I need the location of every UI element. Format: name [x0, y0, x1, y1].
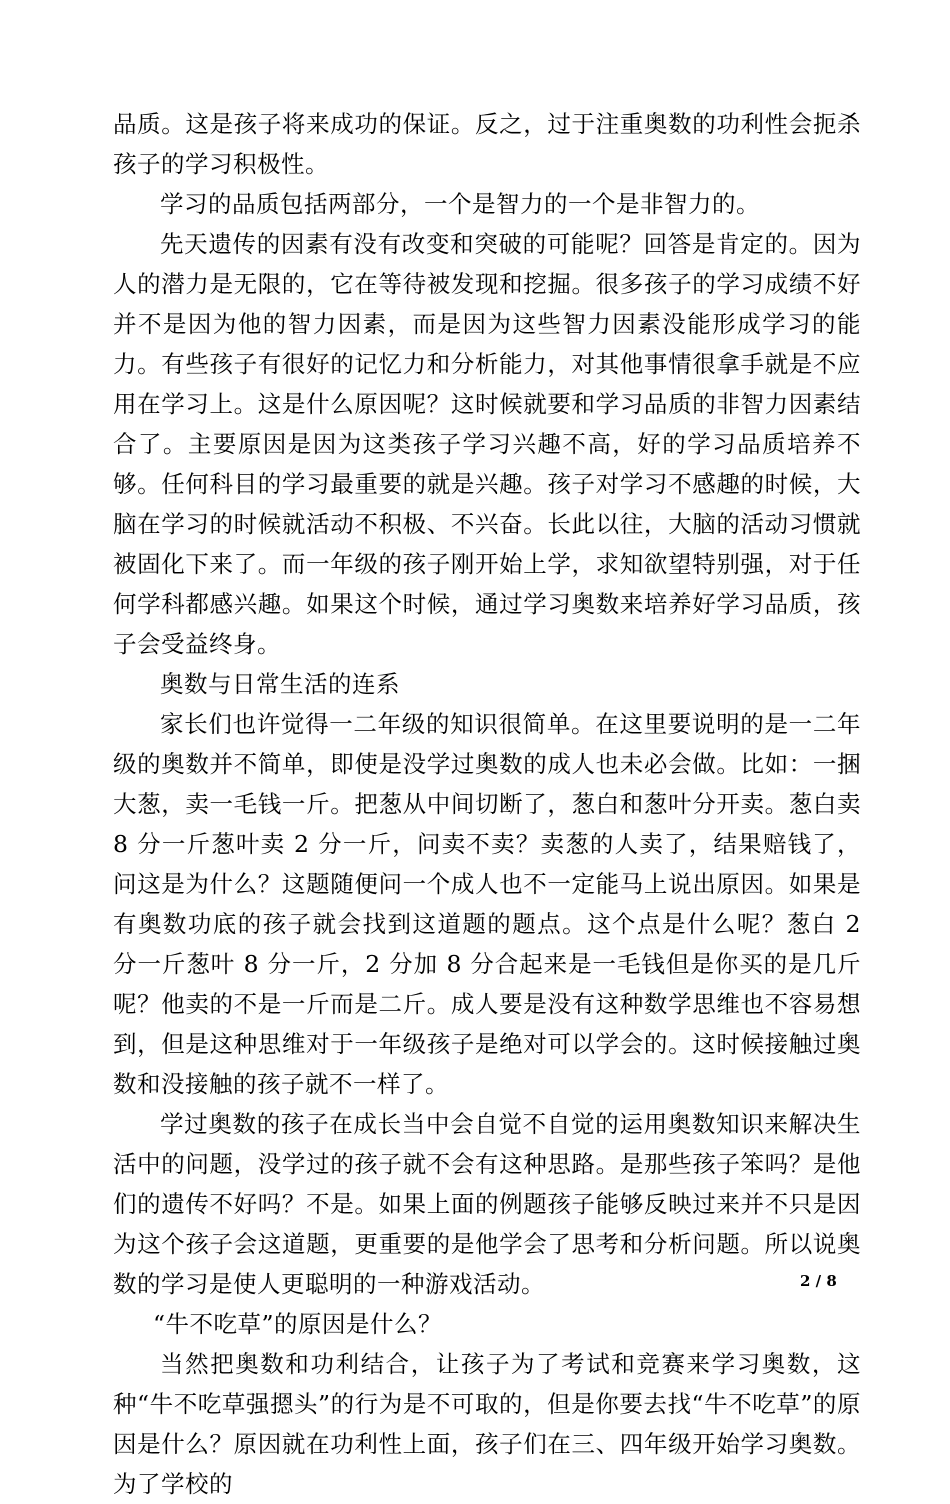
paragraph-continuation: 品质。这是孩子将来成功的保证。反之，过于注重奥数的功利性会扼杀孩子的学习积极性。: [113, 110, 861, 178]
paragraph-learning-quality: 学习的品质包括两部分，一个是智力的一个是非智力的。: [160, 190, 760, 218]
paragraph-onion-example: 家长们也许觉得一二年级的知识很简单。在这里要说明的是一二年级的奥数并不简单，即使是没学过奥数的成人也未必会做。比如：一捆大葱，卖一毛钱一斤。把葱从中间切断了，葱白和葱叶分开卖。葱白卖 8 分一斤葱叶卖 2 分一斤，问卖不卖？卖葱的人卖了，结果赔钱了，问这是为什么？这题随便问一个成人也不一定能马上说出原因。如果是有奥数功底的孩子就会找到这道题的题点。这个点是什么呢？葱白 2 分一斤葱叶 8 分一斤，2 分加 8 分合起来是一毛钱但是你买的是几斤呢？他卖的不是一斤而是二斤。成人要是没有这种数学思维也不容易想到，但是这种思维对于一年级孩子是绝对可以学会的。这时候接触过奥数和没接触的孩子就不一样了。: [113, 710, 861, 1098]
paragraph-utilitarian: 当然把奥数和功利结合，让孩子为了考试和竞赛来学习奥数，这种“牛不吃草强摁头”的行为是不可取的，但是你要去找“牛不吃草”的原因是什么？原因就在功利性上面，孩子们在三、四年级开始学习奥数。为了学校的: [113, 1350, 861, 1498]
paragraph-applying-knowledge: 学过奥数的孩子在成长当中会自觉不自觉的运用奥数知识来解决生活中的问题，没学过的孩子就不会有这种思路。是那些孩子笨吗？是他们的遗传不好吗？不是。如果上面的例题孩子能够反映过来并不只是因为这个孩子会这道题，更重要的是他学会了思考和分析问题。所以说奥数的学习是使人更聪明的一种游戏活动。: [113, 1110, 861, 1298]
section-heading-daily-life: 奥数与日常生活的连系: [160, 670, 400, 698]
page-number: 2 / 8: [800, 1272, 837, 1290]
document-page: [113, 104, 861, 1504]
paragraph-innate-factors: 先天遗传的因素有没有改变和突破的可能呢？回答是肯定的。因为人的潜力是无限的，它在等待被发现和挖掘。很多孩子的学习成绩不好并不是因为他的智力因素，而是因为这些智力因素没能形成学习的能力。有些孩子有很好的记忆力和分析能力，对其他事情很拿手就是不应用在学习上。这是什么原因呢？这时候就要和学习品质的非智力因素结合了。主要原因是因为这类孩子学习兴趣不高，好的学习品质培养不够。任何科目的学习最重要的就是兴趣。孩子对学习不感趣的时候，大脑在学习的时候就活动不积极、不兴奋。长此以往，大脑的活动习惯就被固化下来了。而一年级的孩子刚开始上学，求知欲望特别强，对于任何学科都感兴趣。如果这个时候，通过学习奥数来培养好学习品质，孩子会受益终身。: [113, 230, 861, 658]
section-heading-cow-grass: “牛不吃草”的原因是什么？: [153, 1310, 443, 1338]
